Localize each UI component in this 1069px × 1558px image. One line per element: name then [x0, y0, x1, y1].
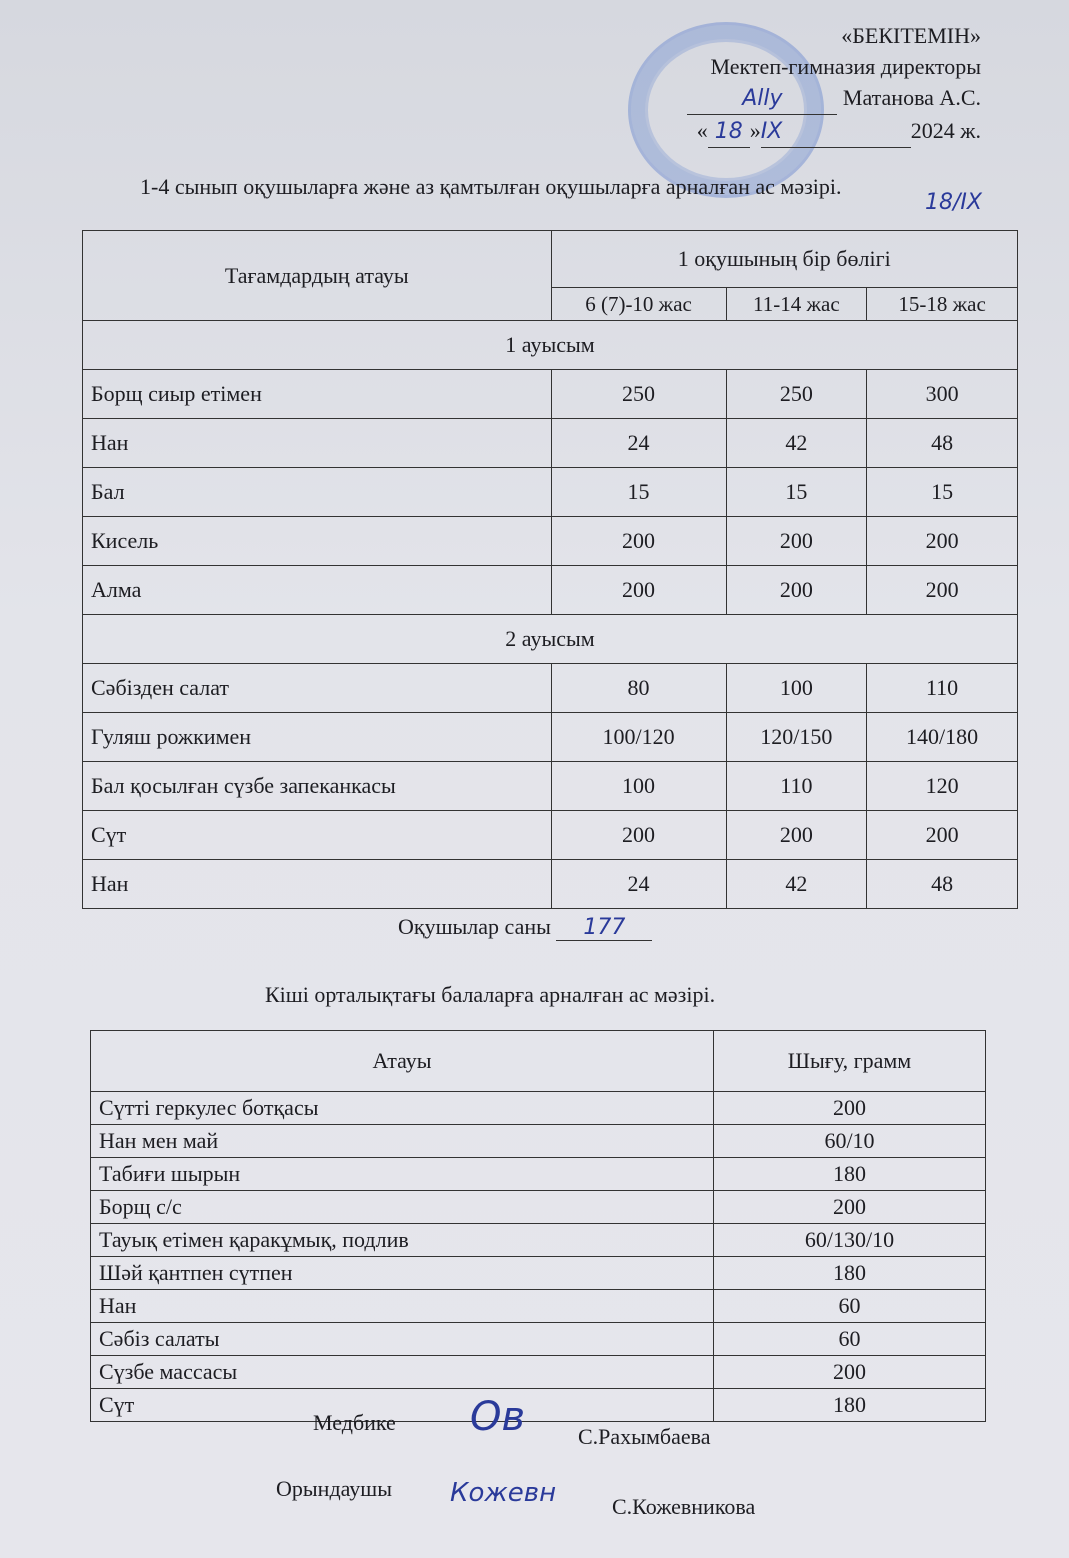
portion-age2: 42	[726, 860, 867, 909]
dish-name: Шәй қантпен сүтпен	[91, 1257, 714, 1290]
portion-age1: 15	[551, 468, 726, 517]
header-portion: 1 оқушының бір бөлігі	[551, 231, 1018, 288]
portion-age3: 48	[867, 860, 1018, 909]
portion-age2: 250	[726, 370, 867, 419]
table-row	[91, 1191, 986, 1224]
portion-age2: 110	[726, 762, 867, 811]
dish-name: Борщ с/с	[91, 1191, 714, 1224]
header-age-2: 11-14 жас	[726, 288, 867, 321]
dish-name: Табиғи шырын	[91, 1158, 714, 1191]
approval-position: Мектеп-гимназия директоры	[710, 54, 981, 79]
approval-date-line	[641, 115, 981, 148]
dish-yield: 60	[714, 1290, 986, 1323]
portion-age1: 80	[551, 664, 726, 713]
portion-age1: 200	[551, 566, 726, 615]
dish-name: Тауық етімен қаракұмық, подлив	[91, 1224, 714, 1257]
header-name: Тағамдардың атауы	[83, 231, 552, 321]
dish-yield: 60/130/10	[714, 1224, 986, 1257]
portion-age1: 200	[551, 517, 726, 566]
table-row	[91, 1224, 986, 1257]
portion-age2: 42	[726, 419, 867, 468]
table-row	[91, 1323, 986, 1356]
date-quote-close: »	[749, 118, 761, 143]
date-day: 18	[708, 116, 750, 148]
dish-yield: 60	[714, 1323, 986, 1356]
executor-role: Орындаушы	[276, 1476, 393, 1501]
executor-sign-line	[276, 1476, 756, 1519]
portion-age2: 100	[726, 664, 867, 713]
table-row	[83, 419, 1018, 468]
dish-name: Нан	[83, 419, 552, 468]
student-count-label: Оқушылар саны	[398, 914, 551, 939]
nurse-signature: Ов	[470, 1394, 526, 1440]
table-row	[83, 664, 1018, 713]
dish-yield: 200	[714, 1356, 986, 1389]
portion-age1: 24	[551, 419, 726, 468]
dish-name: Сүт	[91, 1389, 714, 1422]
dish-name: Нан мен май	[91, 1125, 714, 1158]
shift1-label: 1 ауысым	[83, 321, 1018, 370]
table-row	[91, 1158, 986, 1191]
portion-age3: 200	[867, 566, 1018, 615]
dish-name: Нан	[91, 1290, 714, 1323]
portion-age2: 200	[726, 566, 867, 615]
table-row	[83, 860, 1018, 909]
table-row	[83, 517, 1018, 566]
dish-name: Сәбізден салат	[83, 664, 552, 713]
table-row	[91, 1389, 986, 1422]
table-row	[83, 811, 1018, 860]
shift2-label: 2 ауысым	[83, 615, 1018, 664]
table-row	[91, 1257, 986, 1290]
portion-age3: 200	[867, 517, 1018, 566]
portion-age1: 200	[551, 811, 726, 860]
table-row	[83, 566, 1018, 615]
portion-age1: 100/120	[551, 713, 726, 762]
dish-name: Нан	[83, 860, 552, 909]
dish-name: Бал	[83, 468, 552, 517]
header-age-3: 15-18 жас	[867, 288, 1018, 321]
portion-age2: 200	[726, 811, 867, 860]
portion-age2: 15	[726, 468, 867, 517]
menu2-title: Кіші орталықтағы балаларға арналған ас мәзірі.	[265, 982, 716, 1007]
portion-age1: 100	[551, 762, 726, 811]
menu1-title: 1-4 сынып оқушыларға және аз қамтылған оқушыларға арналған ас мәзірі.	[140, 174, 842, 199]
director-signature: Ally	[687, 83, 837, 115]
header-age-1: 6 (7)-10 жас	[551, 288, 726, 321]
student-count-value: 177	[556, 915, 652, 941]
nurse-role: Медбике	[313, 1410, 396, 1435]
portion-age2: 120/150	[726, 713, 867, 762]
dish-name: Сүтті геркулес ботқасы	[91, 1092, 714, 1125]
table-row	[91, 1356, 986, 1389]
approval-heading: «БЕКІТЕМІН»	[841, 23, 981, 48]
portion-age2: 200	[726, 517, 867, 566]
table-row	[91, 1290, 986, 1323]
portion-age1: 250	[551, 370, 726, 419]
dish-name: Алма	[83, 566, 552, 615]
dish-yield: 180	[714, 1257, 986, 1290]
dish-name: Кисель	[83, 517, 552, 566]
dish-yield: 180	[714, 1389, 986, 1422]
table-row	[91, 1125, 986, 1158]
table-row	[83, 713, 1018, 762]
menu2-table	[90, 1030, 986, 1422]
portion-age3: 200	[867, 811, 1018, 860]
executor-name: С.Кожевникова	[612, 1494, 756, 1519]
date-month: IX	[761, 116, 911, 148]
portion-age3: 140/180	[867, 713, 1018, 762]
dish-yield: 60/10	[714, 1125, 986, 1158]
dish-name: Сүзбе массасы	[91, 1356, 714, 1389]
approval-name: Матанова А.С.	[842, 85, 981, 110]
dish-name: Борщ сиыр етімен	[83, 370, 552, 419]
table-row	[91, 1092, 986, 1125]
portion-age3: 15	[867, 468, 1018, 517]
date-year: 2024 ж.	[910, 118, 981, 143]
approval-name-line	[641, 82, 981, 115]
executor-signature: Кожевн	[450, 1478, 557, 1508]
student-count-line	[398, 914, 652, 941]
menu1-table	[82, 230, 1018, 909]
portion-age3: 110	[867, 664, 1018, 713]
portion-age3: 120	[867, 762, 1018, 811]
dish-yield: 180	[714, 1158, 986, 1191]
table-row	[83, 370, 1018, 419]
dish-yield: 200	[714, 1191, 986, 1224]
header-yield: Шығу, грамм	[714, 1031, 986, 1092]
dish-name: Гуляш рожкимен	[83, 713, 552, 762]
dish-yield: 200	[714, 1092, 986, 1125]
portion-age3: 48	[867, 419, 1018, 468]
dish-name: Бал қосылған сүзбе запеканкасы	[83, 762, 552, 811]
dish-name: Сәбіз салаты	[91, 1323, 714, 1356]
portion-age1: 24	[551, 860, 726, 909]
nurse-name: С.Рахымбаева	[578, 1424, 711, 1449]
approval-block	[641, 20, 981, 148]
date-quote-open: «	[696, 118, 708, 143]
menu1-handwritten-date: 18/IX	[925, 190, 982, 215]
header-name: Атауы	[91, 1031, 714, 1092]
dish-name: Сүт	[83, 811, 552, 860]
table-row	[83, 762, 1018, 811]
table-row	[83, 468, 1018, 517]
portion-age3: 300	[867, 370, 1018, 419]
